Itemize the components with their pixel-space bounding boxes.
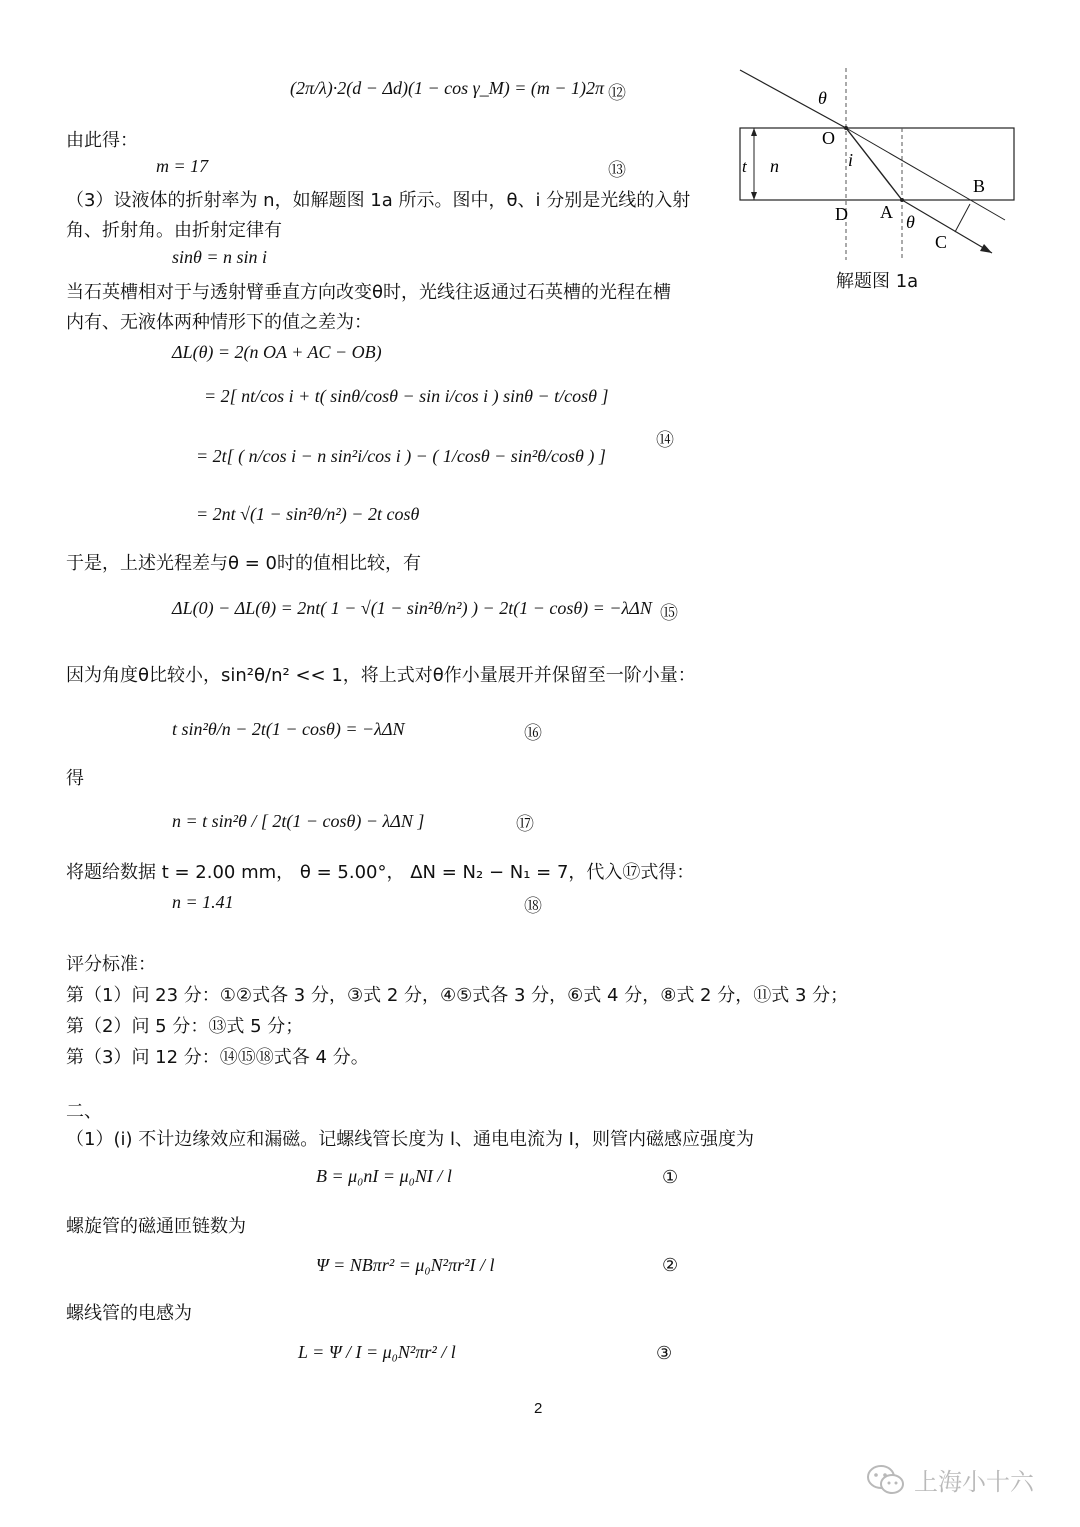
thickness-arrow-top [751,128,757,136]
text-inductance: 螺线管的电感为 [66,1303,192,1324]
equation-18: n = 1.41 [172,892,234,912]
equation-14-line4: = 2nt √(1 − sin²θ/n²) − 2t cosθ [196,504,420,524]
score-part1: 第（1）问 23 分：①②式各 3 分，③式 2 分，④⑤式各 3 分，⑥式 4 分，⑧式 2 分，⑪式 3 分； [66,985,849,1006]
paragraph-substitute-data: 将题给数据 t = 2.00 mm， θ = 5.00°， ΔN = N₂ − N₁ = 7，代入⑰式得： [66,862,695,883]
equation-tag-14: ⑭ [656,430,674,451]
paragraph-small-angle: 因为角度θ比较小，sin²θ/n² << 1，将上式对θ作小量展开并保留至一阶小量： [66,665,696,686]
equation-snell: sinθ = n sin i [172,247,268,267]
equation-16: t sin²θ/n − 2t(1 − cosθ) = −λΔN [172,719,405,739]
equation-tag-inductance: ③ [656,1343,673,1364]
equation-tag-12: ⑫ [608,83,626,104]
equation-15: ΔL(0) − ΔL(θ) = 2nt( 1 − √(1 − sin²θ/n²) ) − 2t(1 − cosθ) = −λΔN [172,598,652,618]
equation-flux: Ψ = NBπr² = μ₀N²πr²I / l [316,1255,495,1275]
equation-inductance: L = Ψ / I = μ₀N²πr² / l [298,1342,456,1362]
label-c: C [935,232,948,252]
perpendicular-bc [955,204,970,232]
wechat-icon [866,1463,906,1497]
equation-13: m = 17 [156,156,209,176]
watermark-text: 上海小十六 [914,1468,1034,1496]
equation-14-line2: = 2[ nt/cos i + t( sinθ/cosθ − sin i/cos i ) sinθ − t/cosθ ] [204,386,609,406]
label-t: t [742,157,747,176]
equation-17: n = t sin²θ / [ 2t(1 − cosθ) − λΔN ] [172,811,425,831]
equation-14-line1: ΔL(θ) = 2(n OA + AC − OB) [172,342,382,362]
equation-tag-15: ⑮ [660,603,678,624]
paragraph-compare: 于是，上述光程差与θ = 0时的值相比较，有 [66,553,421,574]
paragraph-path-diff-line2: 内有、无液体两种情形下的值之差为： [66,312,372,333]
label-a: A [880,202,893,222]
label-b: B [973,176,986,196]
equation-tag-16: ⑯ [524,723,542,744]
equation-12: (2π/λ)·2(d − Δd)(1 − cos γ_M) = (m − 1)2π [290,78,605,98]
text-get: 得 [66,768,84,789]
score-part2: 第（2）问 5 分：⑬式 5 分； [66,1016,304,1037]
figure-caption: 解题图 1a [836,271,919,292]
score-part3: 第（3）问 12 分：⑭⑮⑱式各 4 分。 [66,1047,369,1068]
score-title: 评分标准： [66,954,156,975]
section-two-heading: 二、 [66,1101,102,1122]
exit-ray-arrowhead [980,244,992,253]
paragraph-part3-line1: （3）设液体的折射率为 n，如解题图 1a 所示。图中，θ、i 分别是光线的入射 [66,190,691,211]
point-a-marker [900,198,904,202]
equation-14-line3: = 2t[ ( n/cos i − n sin²i/cos i ) − ( 1/cosθ − sin²θ/cosθ ) ] [196,446,606,466]
thickness-arrow-bottom [751,192,757,200]
undeviated-ray [846,128,1005,220]
equation-b-field: B = μ₀nI = μ₀NI / l [316,1166,452,1186]
equation-tag-b: ① [662,1167,679,1188]
label-theta-bottom: θ [906,212,915,232]
section-two-line1: （1）(i) 不计边缘效应和漏磁。记螺线管长度为 l、通电电流为 I，则管内磁感应强度为 [66,1129,754,1150]
text-therefore: 由此得： [66,130,138,151]
text-flux-linkage: 螺旋管的磁通匝链数为 [66,1216,246,1237]
equation-tag-18: ⑱ [524,896,542,917]
refracted-ray [846,128,902,200]
label-n: n [770,156,779,176]
equation-tag-flux: ② [662,1255,679,1276]
label-d: D [835,204,848,224]
figure-1a [730,60,1030,260]
point-o-marker [844,126,848,130]
incident-ray [740,70,846,128]
label-o: O [822,128,835,148]
equation-tag-13: ⑬ [608,160,626,181]
equation-tag-17: ⑰ [516,814,534,835]
label-i: i [848,150,854,170]
watermark [866,1462,1034,1497]
label-theta-top: θ [818,88,827,108]
paragraph-part3-line2: 角、折射角。由折射定律有 [66,220,282,241]
paragraph-path-diff-line1: 当石英槽相对于与透射臂垂直方向改变θ时，光线往返通过石英槽的光程在槽 [66,282,672,303]
page-number: 2 [534,1400,543,1417]
